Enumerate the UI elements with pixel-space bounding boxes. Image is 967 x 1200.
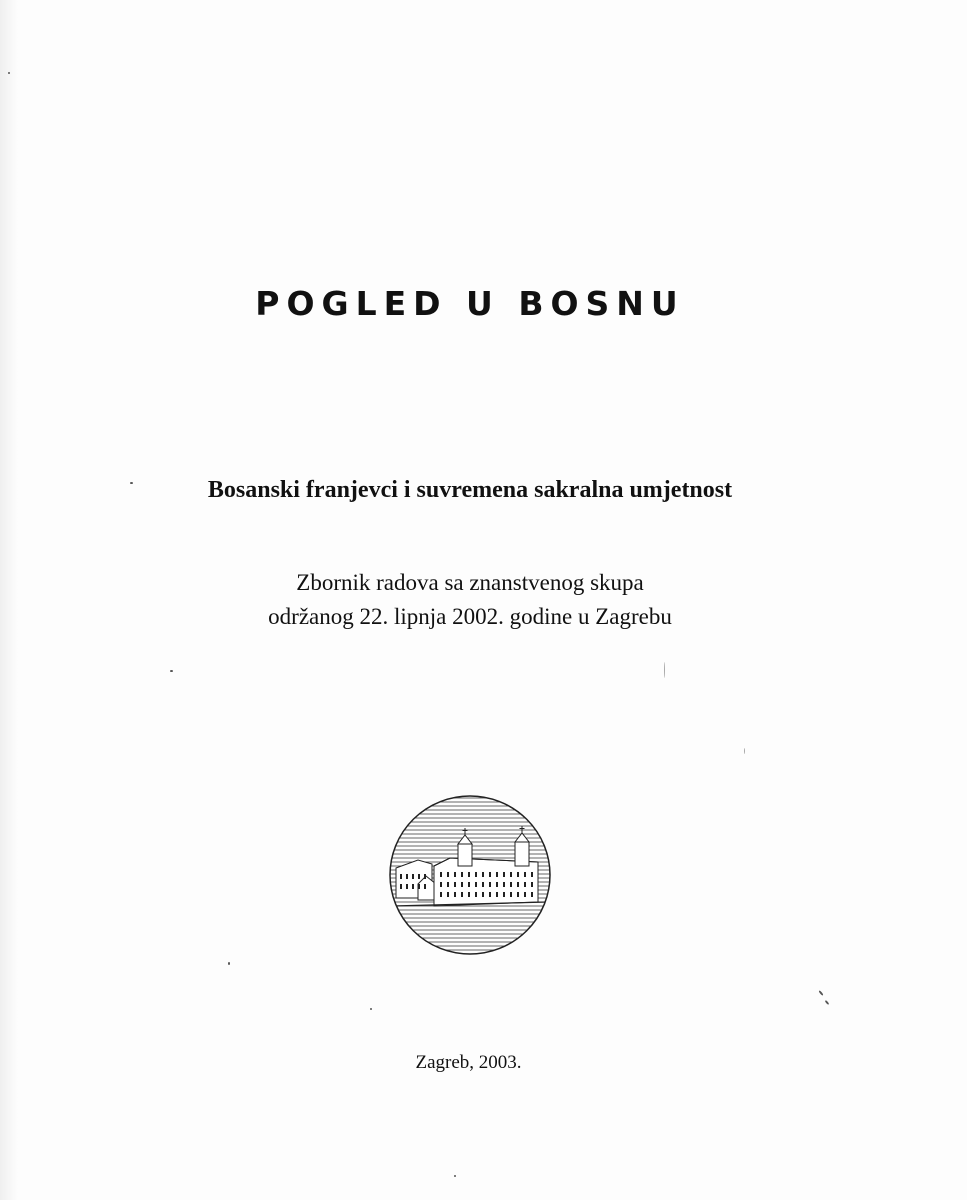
emblem-window — [489, 882, 491, 887]
emblem-window — [475, 872, 477, 877]
emblem-window — [461, 872, 463, 877]
emblem-window — [524, 872, 526, 877]
monastery-building-icon — [388, 794, 552, 956]
emblem-window — [400, 874, 402, 879]
emblem-window — [496, 872, 498, 877]
emblem-window — [412, 874, 414, 879]
emblem-window — [475, 882, 477, 887]
emblem-window — [447, 892, 449, 897]
emblem-window — [461, 882, 463, 887]
emblem-window — [510, 892, 512, 897]
emblem-window — [418, 884, 420, 889]
description-line-2: održanog 22. lipnja 2002. godine u Zagrebu — [268, 604, 672, 629]
emblem-window — [406, 884, 408, 889]
emblem-window — [424, 884, 426, 889]
emblem-window — [468, 872, 470, 877]
emblem-window — [503, 882, 505, 887]
place-and-year: Zagreb, 2003. — [415, 1052, 522, 1073]
emblem-window — [454, 892, 456, 897]
emblem-window — [503, 892, 505, 897]
scan-speck — [664, 662, 665, 678]
emblem-window — [517, 892, 519, 897]
scan-speck — [454, 1175, 456, 1177]
scan-speck — [825, 1000, 830, 1005]
emblem-window — [482, 882, 484, 887]
emblem-window — [496, 882, 498, 887]
emblem-window — [447, 872, 449, 877]
emblem-window — [406, 874, 408, 879]
description-line-1: Zbornik radova sa znanstvenog skupa — [296, 570, 644, 595]
emblem-window — [531, 872, 533, 877]
emblem-window — [510, 882, 512, 887]
emblem-window — [531, 892, 533, 897]
book-subtitle: Bosanski franjevci i suvremena sakralna umjetnost — [207, 477, 733, 503]
emblem-window — [440, 882, 442, 887]
emblem-window — [468, 892, 470, 897]
book-title: POGLED U BOSNU — [255, 284, 685, 323]
emblem-window — [524, 892, 526, 897]
emblem-window — [482, 872, 484, 877]
emblem-window — [440, 892, 442, 897]
scan-speck — [370, 1008, 372, 1010]
emblem-window — [412, 884, 414, 889]
scan-speck — [130, 482, 133, 484]
emblem-window — [400, 884, 402, 889]
emblem-window — [517, 882, 519, 887]
emblem-window — [475, 892, 477, 897]
scan-speck — [170, 670, 173, 672]
scan-speck — [744, 748, 745, 754]
emblem-window — [424, 874, 426, 879]
emblem-window — [531, 882, 533, 887]
emblem-window — [503, 872, 505, 877]
emblem-window — [517, 872, 519, 877]
scan-speck — [8, 72, 10, 74]
scan-speck — [228, 962, 230, 965]
emblem-window — [524, 882, 526, 887]
emblem-window — [461, 892, 463, 897]
emblem-window — [489, 872, 491, 877]
emblem-window — [454, 882, 456, 887]
emblem-window — [489, 892, 491, 897]
scan-speck — [818, 990, 823, 996]
emblem-window — [418, 874, 420, 879]
emblem-window — [468, 882, 470, 887]
emblem-window — [454, 872, 456, 877]
emblem-window — [440, 872, 442, 877]
emblem-window — [496, 892, 498, 897]
emblem-window — [510, 872, 512, 877]
emblem-window — [482, 892, 484, 897]
proceedings-description — [0, 566, 940, 634]
emblem-window — [447, 882, 449, 887]
